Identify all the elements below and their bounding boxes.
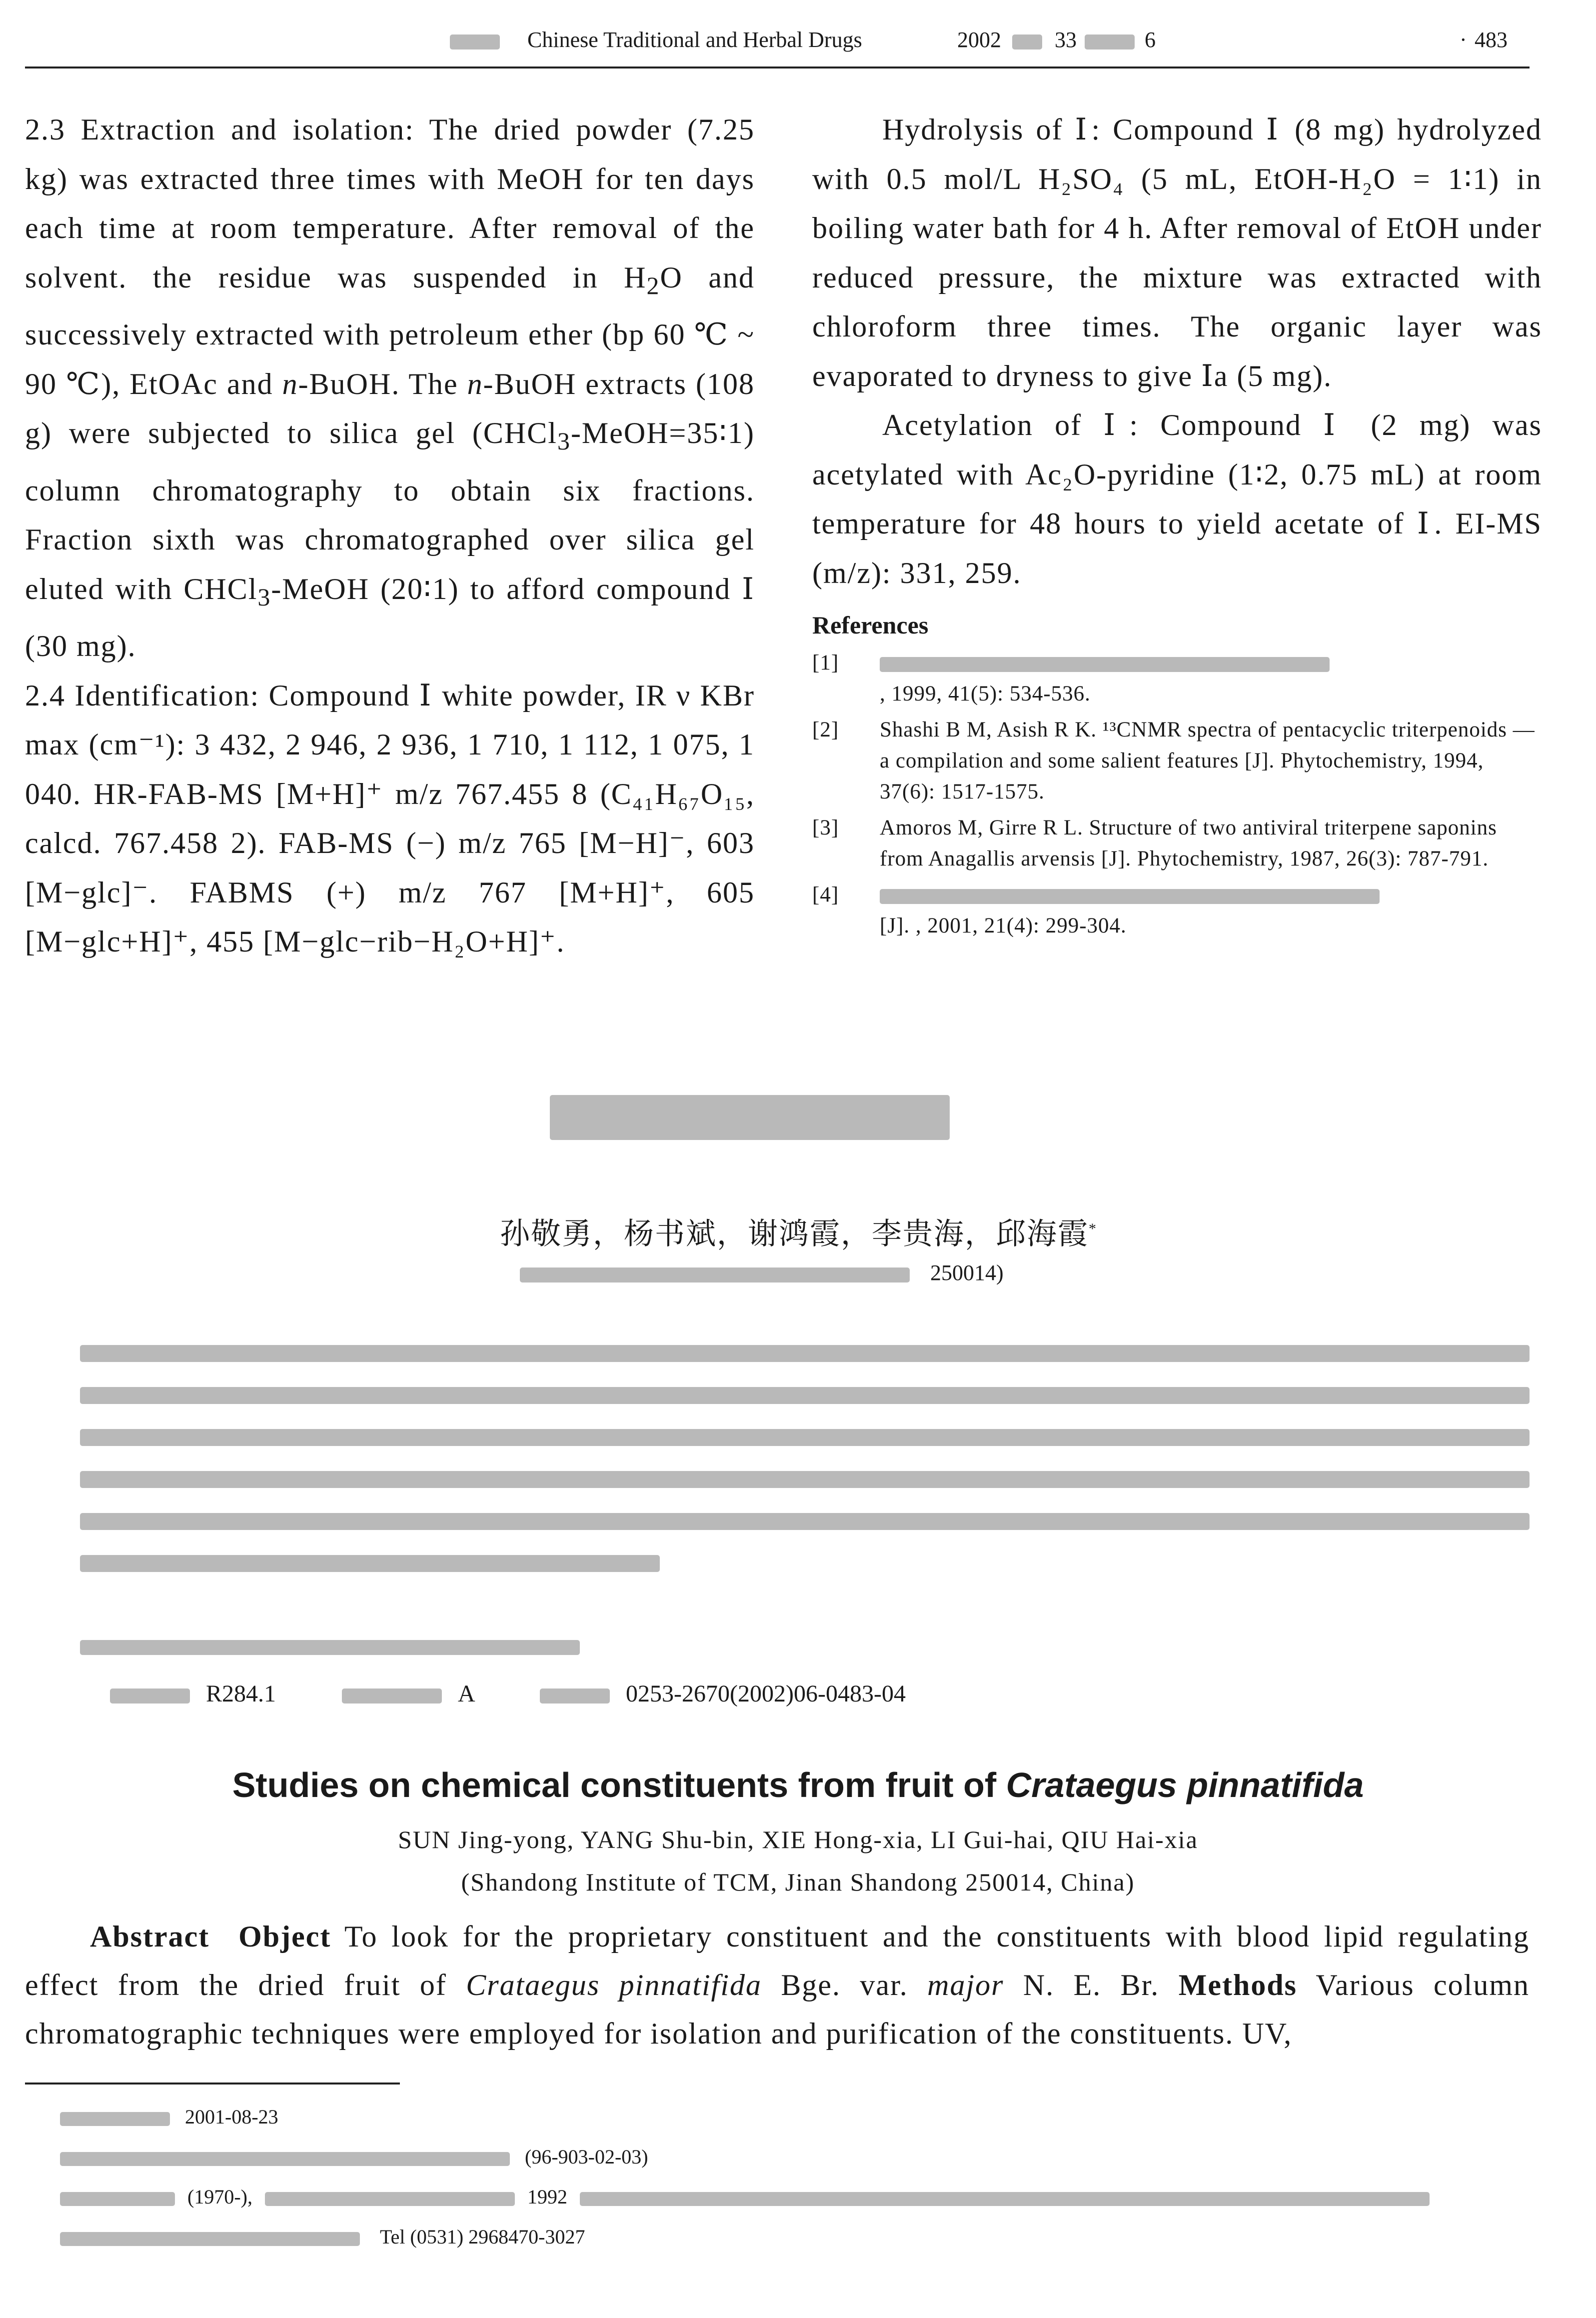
object-text: Bge. var. [762, 1968, 928, 2002]
header-journal: Chinese Traditional and Herbal Drugs [527, 28, 862, 52]
header-issue: 6 [1145, 28, 1156, 52]
reference-garble [880, 889, 1380, 904]
body-text: -BuOH extracts (108 g) were subjected to silica gel (CHCl [25, 367, 755, 450]
footnote-rule [25, 2082, 400, 2084]
italic-n: n [467, 367, 483, 400]
object-label: Object [238, 1920, 331, 1953]
telephone: Tel (0531) 2968470-3027 [380, 2226, 585, 2248]
subscript: 2 [646, 271, 660, 300]
english-authors: SUN Jing-yong, YANG Shu-bin, XIE Hong-xia, LI Gui-hai, QIU Hai-xia [398, 1826, 1198, 1854]
body-text: -MeOH (20∶1) to afford compound Ⅰ (30 mg). [25, 572, 755, 662]
reference-number: [1] [812, 651, 839, 674]
header-page-dot: · [1460, 28, 1467, 52]
footnote-project [60, 2145, 648, 2168]
body-text: The dried powder (7.25 kg) was extracted three times with MeOH for ten days each time at room temperature. After removal of the solvent. the residue was suspended in H [25, 113, 755, 294]
reference-item [812, 812, 1542, 874]
header-page: 483 [1475, 28, 1508, 52]
chinese-authors [500, 1210, 1097, 1253]
article-number: 0253-2670(2002)06-0483-04 [626, 1680, 906, 1707]
author-mark: * [1089, 1220, 1097, 1237]
body-text: O and successively extracted with petroleum ether (bp 60 ℃ ~ 90 ℃), EtOAc and [25, 260, 755, 400]
hydrolysis-paragraph: Hydrolysis of Ⅰ: Compound Ⅰ (8 mg) hydrolyzed with 0.5 mol/L H₂SO₄ (5 mL, EtOH-H₂O = 1∶1) in boiling water bath for 4 h. After removal of EtOH under reduced pressure, the mixture was extracted with chloroform three times. The organic layer was evaporated to dryness to give Ⅰa (5 mg). [812, 113, 1542, 392]
section-heading: 2.4 Identification: [25, 678, 260, 712]
body-text: -MeOH=35∶1) column chromatography to obtain six fractions. Fraction sixth was chromatographed over silica gel eluted with CHCl [25, 416, 755, 606]
body-text: Compound Ⅰ white powder, IR ν KBr max (cm⁻¹): 3 432, 2 946, 2 936, 1 710, 1 112, 1 075, 1 040. HR-FAB-MS [M+H]⁺ m/z 767.455 8 (C₄₁H₆₇O₁₅, calcd. 767.458 2). FAB-MS (−) m/z 765 [M−H]⁻, 603 [M−glc]⁻. FABMS (+) m/z 767 [M+H]⁺, 605 [M−glc+H]⁺, 455 [M−glc−rib−H₂O+H]⁺. [25, 678, 755, 958]
classification-line [110, 1680, 906, 1708]
reference-number: [4] [812, 883, 839, 906]
object-text: To look for the proprietary constituent and the constituents with blood lipid regulating effect from the dried fruit of [25, 1920, 1530, 2002]
reference-text: Amoros M, Girre R L. Structure of two antiviral triterpene saponins from Anagallis arvensis [J]. Phytochemistry, 1987, 26(3): 787-791. [880, 816, 1497, 870]
header-garble [450, 27, 500, 52]
acetylation-paragraph: Acetylation of Ⅰ: Compound Ⅰ (2 mg) was acetylated with Ac₂O-pyridine (1∶2, 0.75 mL) at room temperature for 48 hours to yield acetate of Ⅰ. EI-MS (m/z): 331, 259. [812, 408, 1542, 590]
title-species: Crataegus pinnatifida [1006, 1766, 1364, 1804]
references-title: References [812, 611, 929, 639]
header-year: 2002 [957, 28, 1001, 52]
italic-n: n [282, 367, 298, 400]
reference-text: [J]. , 2001, 21(4): 299-304. [880, 914, 1127, 938]
right-column [812, 105, 1542, 942]
reference-number: [2] [812, 718, 839, 742]
body-text: -BuOH. The [298, 367, 467, 400]
left-column [25, 105, 755, 966]
reference-item [812, 880, 1542, 942]
methods-label: Methods [1178, 1968, 1298, 2002]
footnote-bio [60, 2185, 1430, 2208]
reference-text: Shashi B M, Asish R K. ¹³CNMR spectra of pentacyclic triterpenoids — a compilation and some salient features [J]. Phytochemistry, 1994, 37(6): 1517-1575. [880, 718, 1535, 804]
graduation-year: 1992 [527, 2186, 567, 2208]
abstract-label: Abstract [90, 1920, 210, 1953]
footnote-contact [60, 2225, 585, 2248]
english-affiliation: (Shandong Institute of TCM, Jinan Shandong 250014, China) [461, 1868, 1135, 1896]
subscript: 3 [557, 427, 571, 455]
reference-item [812, 714, 1542, 808]
chinese-abstract-garble [80, 1345, 1530, 1597]
header-garble-2 [1012, 27, 1042, 52]
chinese-title-garble [550, 1095, 950, 1140]
classification-number: R284.1 [206, 1680, 276, 1707]
header-volume: 33 [1055, 28, 1077, 52]
received-date: 2001-08-23 [185, 2106, 278, 2128]
species-name: Crataegus pinnatifida [466, 1968, 762, 2002]
reference-item [812, 648, 1542, 710]
affiliation-code: 250014) [930, 1260, 1004, 1285]
header-garble-3 [1085, 27, 1135, 52]
section-identification [25, 671, 755, 966]
authors-text: 孙敬勇，杨书斌，谢鸿霞，李贵海，邱海霞 [500, 1218, 1089, 1250]
english-title [0, 1765, 1596, 1805]
methods-text: Various column chromatographic techniques were employed for isolation and purification of the constituents. UV, [25, 1968, 1530, 2050]
bio-years: (1970-), [187, 2186, 252, 2208]
section-extraction [25, 105, 755, 671]
project-number: (96-903-02-03) [525, 2146, 648, 2168]
reference-text: , 1999, 41(5): 534-536. [880, 682, 1091, 706]
doc-code: A [458, 1680, 474, 1707]
variety-name: major [927, 1968, 1004, 2002]
footnote-received [60, 2105, 278, 2128]
subscript: 3 [257, 582, 271, 611]
title-main: Studies on chemical constituents from fruit of [232, 1766, 1006, 1804]
running-header [25, 21, 1530, 68]
reference-number: [3] [812, 816, 839, 840]
section-heading: 2.3 Extraction and isolation: [25, 113, 414, 146]
chinese-keywords-garble [80, 1640, 580, 1655]
english-abstract [25, 1912, 1530, 2058]
reference-garble [880, 657, 1330, 672]
chinese-affiliation [520, 1260, 1004, 1286]
object-text: N. E. Br. [1004, 1968, 1179, 2002]
